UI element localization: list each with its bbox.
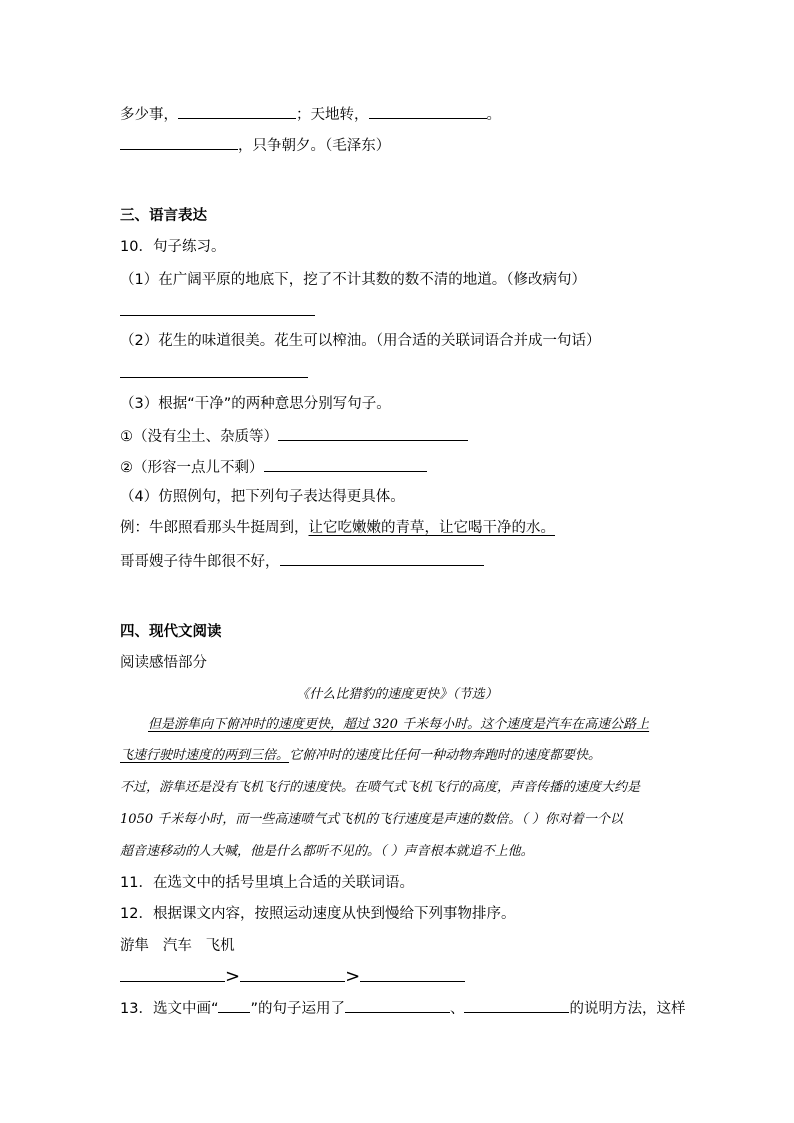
- example-underlined-text: 让它吃嫩嫩的青草，让它喝干净的水。: [308, 520, 555, 536]
- practice-sentence: [120, 550, 484, 572]
- example-sentence: [120, 518, 555, 538]
- question-10-4: （4）仿照例句，把下列句子表达得更具体。: [120, 489, 405, 505]
- practice-text: 哥哥嫂子待牛郎很不好，: [120, 554, 280, 570]
- passage-text: 它俯冲时的速度比任何一种动物奔跑时的速度都要快。: [289, 748, 602, 763]
- question-10-3-a: [120, 425, 468, 447]
- answer-blank[interactable]: [120, 134, 238, 150]
- answer-blank[interactable]: [120, 362, 308, 378]
- question-10: 10．句子练习。: [120, 239, 226, 255]
- item: 飞机: [205, 938, 235, 954]
- answer-blank[interactable]: [464, 997, 569, 1013]
- question-text: 的说明方法，这样: [569, 1001, 686, 1017]
- poem-text: ；天地转，: [296, 107, 369, 123]
- greater-than-sign: >: [225, 966, 241, 987]
- example-text: 例：牛郎照看那头牛挺周到，: [120, 520, 309, 536]
- passage-line: 1050 千米每小时，而一些高速喷气式飞机的飞行速度是声速的数倍。（ ）你对着一个以: [120, 812, 623, 827]
- poem-text: 多少事，: [120, 107, 178, 123]
- passage-line: 不过，游隼还是没有飞机飞行的速度快。在喷气式飞机飞行的高度，声音传播的速度大约是: [120, 780, 641, 795]
- poem-line-2: [120, 134, 390, 156]
- answer-blank[interactable]: [360, 966, 465, 982]
- section-heading: 四、现代文阅读: [120, 624, 222, 640]
- question-text: ”的句子运用了: [250, 1001, 345, 1017]
- question-10-1: （1）在广阔平原的地底下，挖了不计其数的数不清的地道。（修改病句）: [120, 272, 586, 288]
- answer-blank[interactable]: [120, 300, 315, 316]
- question-text: 、: [449, 1001, 465, 1017]
- poem-text: ，只争朝夕。（毛泽东）: [238, 138, 391, 154]
- prompt-text: ②（形容一点儿不剩）: [120, 460, 264, 476]
- question-text: 13．选文中画“: [120, 1001, 219, 1017]
- prompt-text: ①（没有尘土、杂质等）: [120, 429, 278, 445]
- passage-title: 《什么比猎豹的速度更快》（节选）: [296, 687, 498, 702]
- answer-line[interactable]: [120, 362, 308, 384]
- question-10-3: （3）根据“干净”的两种意思分别写句子。: [120, 396, 391, 412]
- underline-mark: [218, 997, 250, 1013]
- poem-text: 。: [486, 107, 501, 123]
- passage-line: [120, 746, 601, 766]
- item: 游隼: [120, 938, 149, 954]
- answer-line[interactable]: [120, 300, 315, 322]
- answer-blank[interactable]: [278, 425, 468, 441]
- answer-blank[interactable]: [120, 966, 225, 982]
- answer-blank[interactable]: [240, 966, 345, 982]
- answer-blank[interactable]: [280, 550, 484, 566]
- passage-underlined: 飞速行驶时速度的两到三倍。: [120, 748, 290, 763]
- question-13: [120, 997, 685, 1019]
- question-12: 12．根据课文内容，按照运动速度从快到慢给下列事物排序。: [120, 906, 516, 922]
- question-11: 11．在选文中的括号里填上合适的关联词语。: [120, 875, 414, 891]
- item-list: [120, 936, 235, 956]
- passage-line: 但是游隼向下俯冲时的速度更快，超过 320 千米每小时。这个速度是汽车在高速公路上: [148, 717, 650, 732]
- question-10-2: （2）花生的味道很美。花生可以榨油。（用合适的关联词语合并成一句话）: [120, 333, 601, 349]
- greater-than-sign: >: [345, 966, 361, 987]
- item: 汽车: [162, 938, 192, 954]
- passage-line: 超音速移动的人大喊，他是什么都听不见的。（ ）声音根本就追不上他。: [120, 844, 534, 859]
- ordering-line: [120, 966, 465, 988]
- question-10-3-b: [120, 456, 427, 478]
- poem-line-1: [120, 103, 501, 125]
- section-heading: 三、语言表达: [120, 208, 207, 224]
- answer-blank[interactable]: [178, 103, 296, 119]
- answer-blank[interactable]: [369, 103, 487, 119]
- subheading: 阅读感悟部分: [120, 655, 207, 671]
- answer-blank[interactable]: [264, 456, 427, 472]
- answer-blank[interactable]: [345, 997, 450, 1013]
